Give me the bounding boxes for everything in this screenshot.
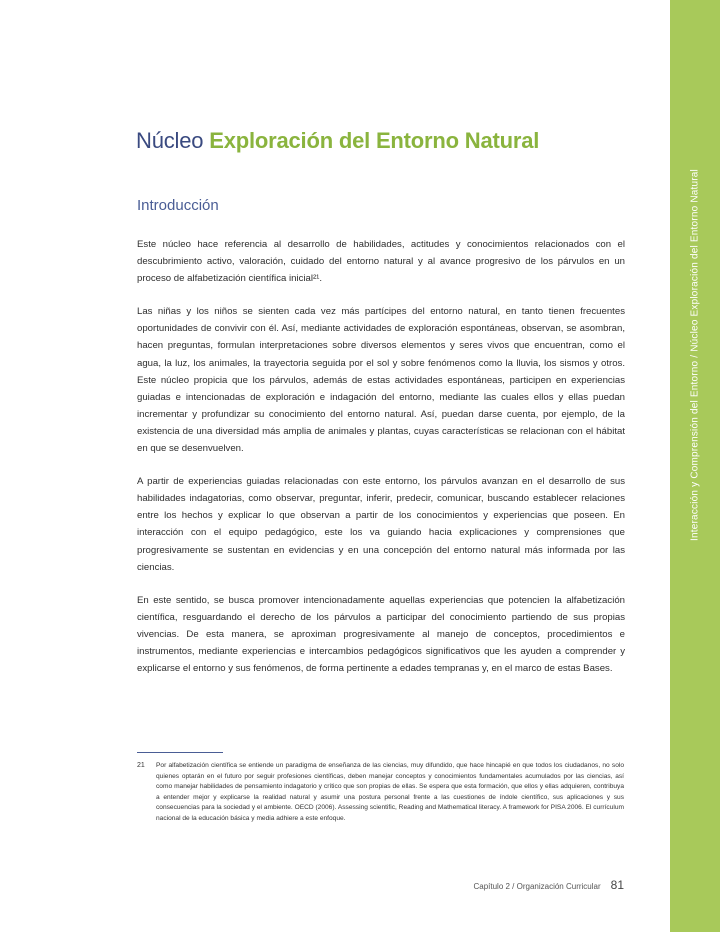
page-title-main: Exploración del Entorno Natural xyxy=(209,128,540,153)
paragraph: A partir de experiencias guiadas relacionadas con este entorno, los párvulos avanzan en el desarrollo de sus habilidades indagatorias, como observar, preguntar, inferir, predecir, comunicar, buscando establecer relaciones entre los hechos y explicar lo que observan a partir de los conocimientos y experiencias que poseen. En interacción con el equipo pedagógico, este los va guiando hacia explicaciones y comprensiones que progresivamente se sustentan en evidencias y en una concepción del entorno natural más informada por las ciencias. xyxy=(137,476,625,573)
footnote-text: Por alfabetización científica se entiende un paradigma de enseñanza de las ciencias, muy difundido, que hace hincapié en que todos los ciudadanos, no solo quienes optarán en el futuro por seguir profesiones científicas, deben manejar conceptos y conocimientos fundamentales acumulados por las ciencias, así como manejar habilidades de pensamiento indagatorio y crítico que son propias de ellas. Se espera que esta formación, que ellos y ellas adquieren, contribuya a entender mejor y explicarse la realidad natural y asumir una postura personal frente a las cuestiones de índole científico, sus aplicaciones y sus consecuencias para la sociedad y el ambiente. OECD (2006). Assessing scientific, Reading and Mathematical literacy. A framework for PISA 2006. El currículum nacional de la educación básica y media adhiere a este enfoque. xyxy=(156,762,624,822)
page-title xyxy=(136,128,539,154)
paragraph: En este sentido, se busca promover intencionadamente aquellas experiencias que potencien la alfabetización científica, resguardando el derecho de los párvulos a participar del conocimiento partiendo de sus propias vivencias. De esta manera, se aproximan progresivamente al manejo de conceptos, procedimientos e instrumentos, mediante experiencias e intercambios pedagógicos significativos que les ayuden a comprender y explicarse el entorno y sus fenómenos, de forma pertinente a edades tempranas y, en el marco de estas Bases. xyxy=(137,594,625,675)
body-text xyxy=(137,236,625,693)
page-number: 81 xyxy=(610,878,624,892)
page-footer xyxy=(473,878,624,892)
paragraph: Este núcleo hace referencia al desarrollo de habilidades, actitudes y conocimientos relacionados con el descubrimiento activo, valoración, cuidado del entorno natural y al avance progresivo de los párvulos en un proceso de alfabetización científica inicial²¹. xyxy=(137,239,625,285)
side-band xyxy=(670,0,720,932)
footnote-number: 21 xyxy=(137,762,145,769)
side-band-text: Interacción y Comprensión del Entorno / Núcleo Exploración del Entorno Natural xyxy=(689,169,701,541)
page-title-prefix: Núcleo xyxy=(136,128,204,153)
paragraph: Las niñas y los niños se sienten cada vez más partícipes del entorno natural, en tanto tienen frecuentes oportunidades de convivir con él. Así, mediante actividades de exploración espontáneas, observan, se asombran, hacen preguntas, formulan interpretaciones sobre diversos elementos y seres vivos que encuentran, como el agua, la luz, los animales, la trayectoria seguida por el sol y sobre fenómenos como la lluvia, los sismos y otros. Este núcleo propicia que los párvulos, además de estas actividades espontáneas, participen en experiencias guiadas e intencionadas de exploración e indagación del entorno, mediante las cuales ellos y ellas puedan incrementar y profundizar su conocimiento del entorno natural. Así, puedan darse cuenta, por ejemplo, de la existencia de una diversidad más amplia de animales y plantas, cuyas características se relacionan con el hábitat en que se desenvuelven. xyxy=(137,306,625,455)
footer-chapter: Capítulo 2 / Organización Curricular xyxy=(473,882,601,891)
footnote-divider xyxy=(137,752,223,753)
section-heading: Introducción xyxy=(137,197,219,214)
